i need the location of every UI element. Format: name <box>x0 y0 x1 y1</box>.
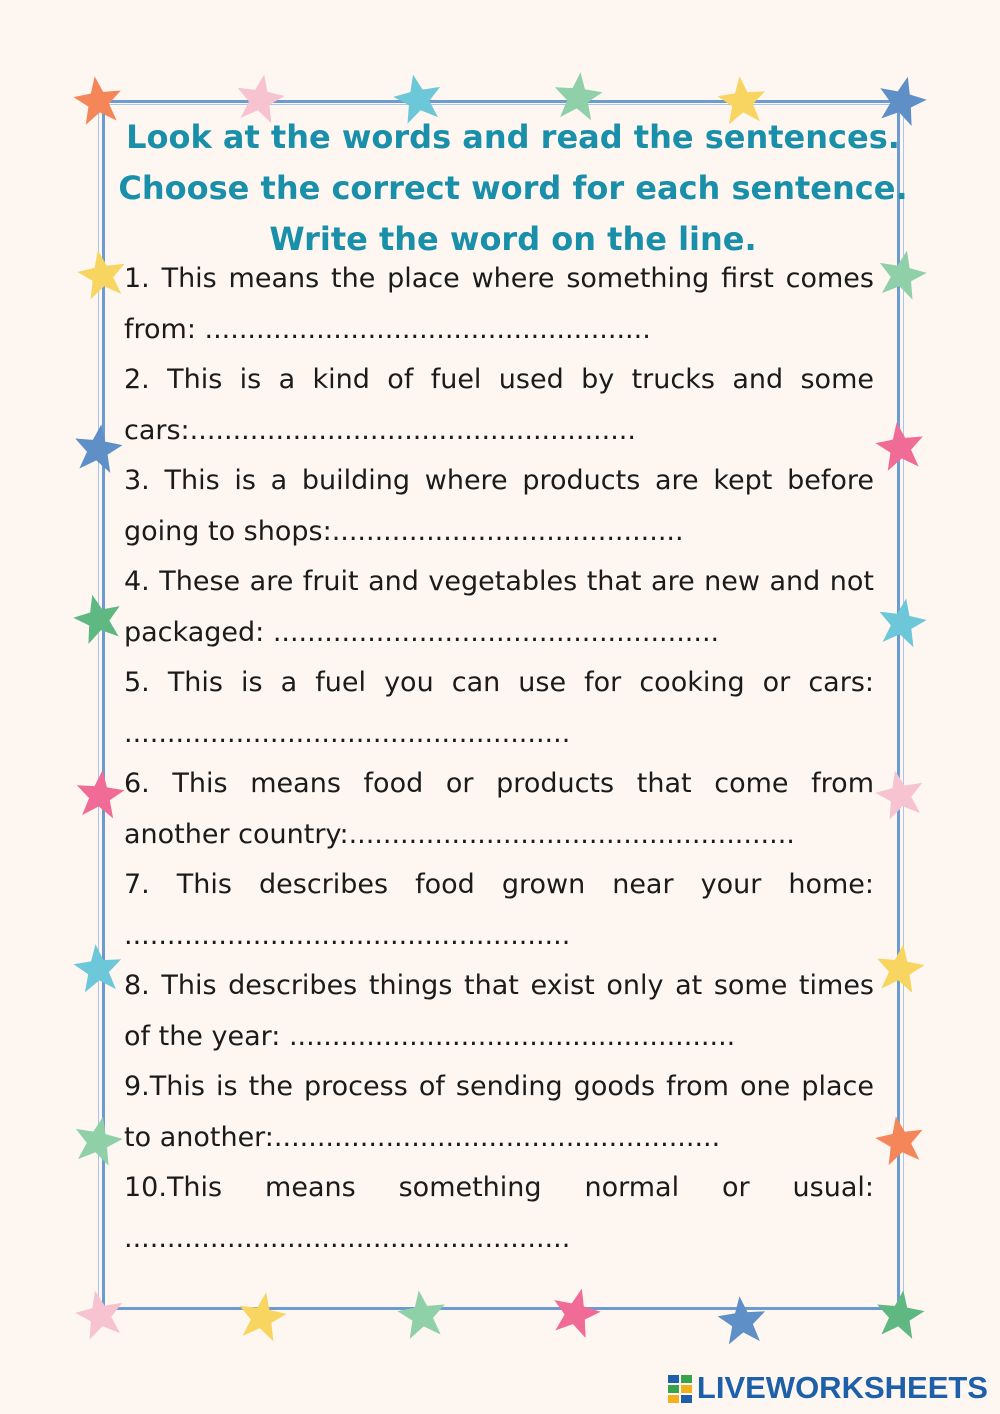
star-icon <box>713 71 770 128</box>
answer-blank[interactable]: .................................................... <box>272 616 720 648</box>
question-item-9 <box>124 1062 874 1163</box>
question-text: 3. This is a building where products are kept before going to shops: <box>124 465 874 547</box>
answer-blank[interactable]: ......................................... <box>331 515 684 547</box>
star-icon <box>387 67 449 129</box>
star-icon <box>871 417 930 476</box>
star-icon <box>871 1285 930 1344</box>
star-icon <box>232 1286 292 1346</box>
star-icon <box>69 71 128 130</box>
question-item-10 <box>124 1163 874 1264</box>
answer-blank[interactable]: .................................................... <box>189 414 636 446</box>
answer-blank[interactable]: .................................................... <box>348 818 795 850</box>
liveworksheets-brand[interactable] <box>667 1370 988 1406</box>
question-text: 10.This means something normal or usual: <box>124 1172 874 1203</box>
question-item-2 <box>124 355 874 456</box>
star-icon <box>71 765 128 822</box>
answer-blank[interactable]: .................................................... <box>204 313 651 345</box>
question-item-5 <box>124 658 874 759</box>
question-text: 6. This means food or products that come from another country: <box>124 768 874 850</box>
star-icon <box>69 1283 131 1345</box>
star-icon <box>393 1285 452 1344</box>
star-icon <box>869 763 931 825</box>
instruction-line-3: Write the word on the line. <box>269 220 757 258</box>
answer-blank[interactable]: .................................................... <box>273 1121 721 1153</box>
answer-blank[interactable]: .................................................... <box>124 717 571 749</box>
question-text: 8. This describes things that exist only at some times of the year: <box>124 970 874 1052</box>
star-icon <box>67 1109 129 1171</box>
brand-name: LIVEWORKSHEETS <box>696 1370 988 1405</box>
question-list <box>124 254 874 1264</box>
question-item-8 <box>124 961 874 1062</box>
question-text: 9.This is the process of sending goods from one place to another: <box>124 1071 874 1153</box>
question-item-1 <box>124 254 874 355</box>
question-item-3 <box>124 456 874 557</box>
star-icon <box>872 592 932 652</box>
star-icon <box>544 1280 607 1343</box>
star-icon <box>870 1110 930 1170</box>
answer-blank[interactable]: .................................................... <box>288 1020 736 1052</box>
star-icon <box>72 244 132 304</box>
question-text: 5. This is a fuel you can use for cooking or cars: <box>124 667 874 698</box>
star-icon <box>69 419 128 478</box>
question-text: 7. This describes food grown near your home: <box>124 869 874 900</box>
star-icon <box>549 67 606 124</box>
instruction-line-1: Look at the words and read the sentences. <box>126 118 900 156</box>
question-text: 4. These are fruit and vegetables that are new and not packaged: <box>124 566 874 648</box>
instruction-line-2: Choose the correct word for each sentence. <box>118 169 908 207</box>
question-text: 2. This is a kind of fuel used by trucks and some cars: <box>124 364 874 446</box>
question-item-7 <box>124 860 874 961</box>
star-icon <box>871 243 933 305</box>
star-icon <box>871 939 930 998</box>
star-icon <box>230 68 290 128</box>
question-item-4 <box>124 557 874 658</box>
question-item-6 <box>124 759 874 860</box>
instructions-heading <box>100 112 926 265</box>
answer-blank[interactable]: .................................................... <box>124 919 571 951</box>
star-icon <box>713 1291 770 1348</box>
answer-blank[interactable]: .................................................... <box>124 1222 571 1254</box>
star-icon <box>69 939 126 996</box>
question-text: 1. This means the place where something first comes from: <box>124 263 874 345</box>
liveworksheets-logo-icon <box>667 1373 693 1403</box>
